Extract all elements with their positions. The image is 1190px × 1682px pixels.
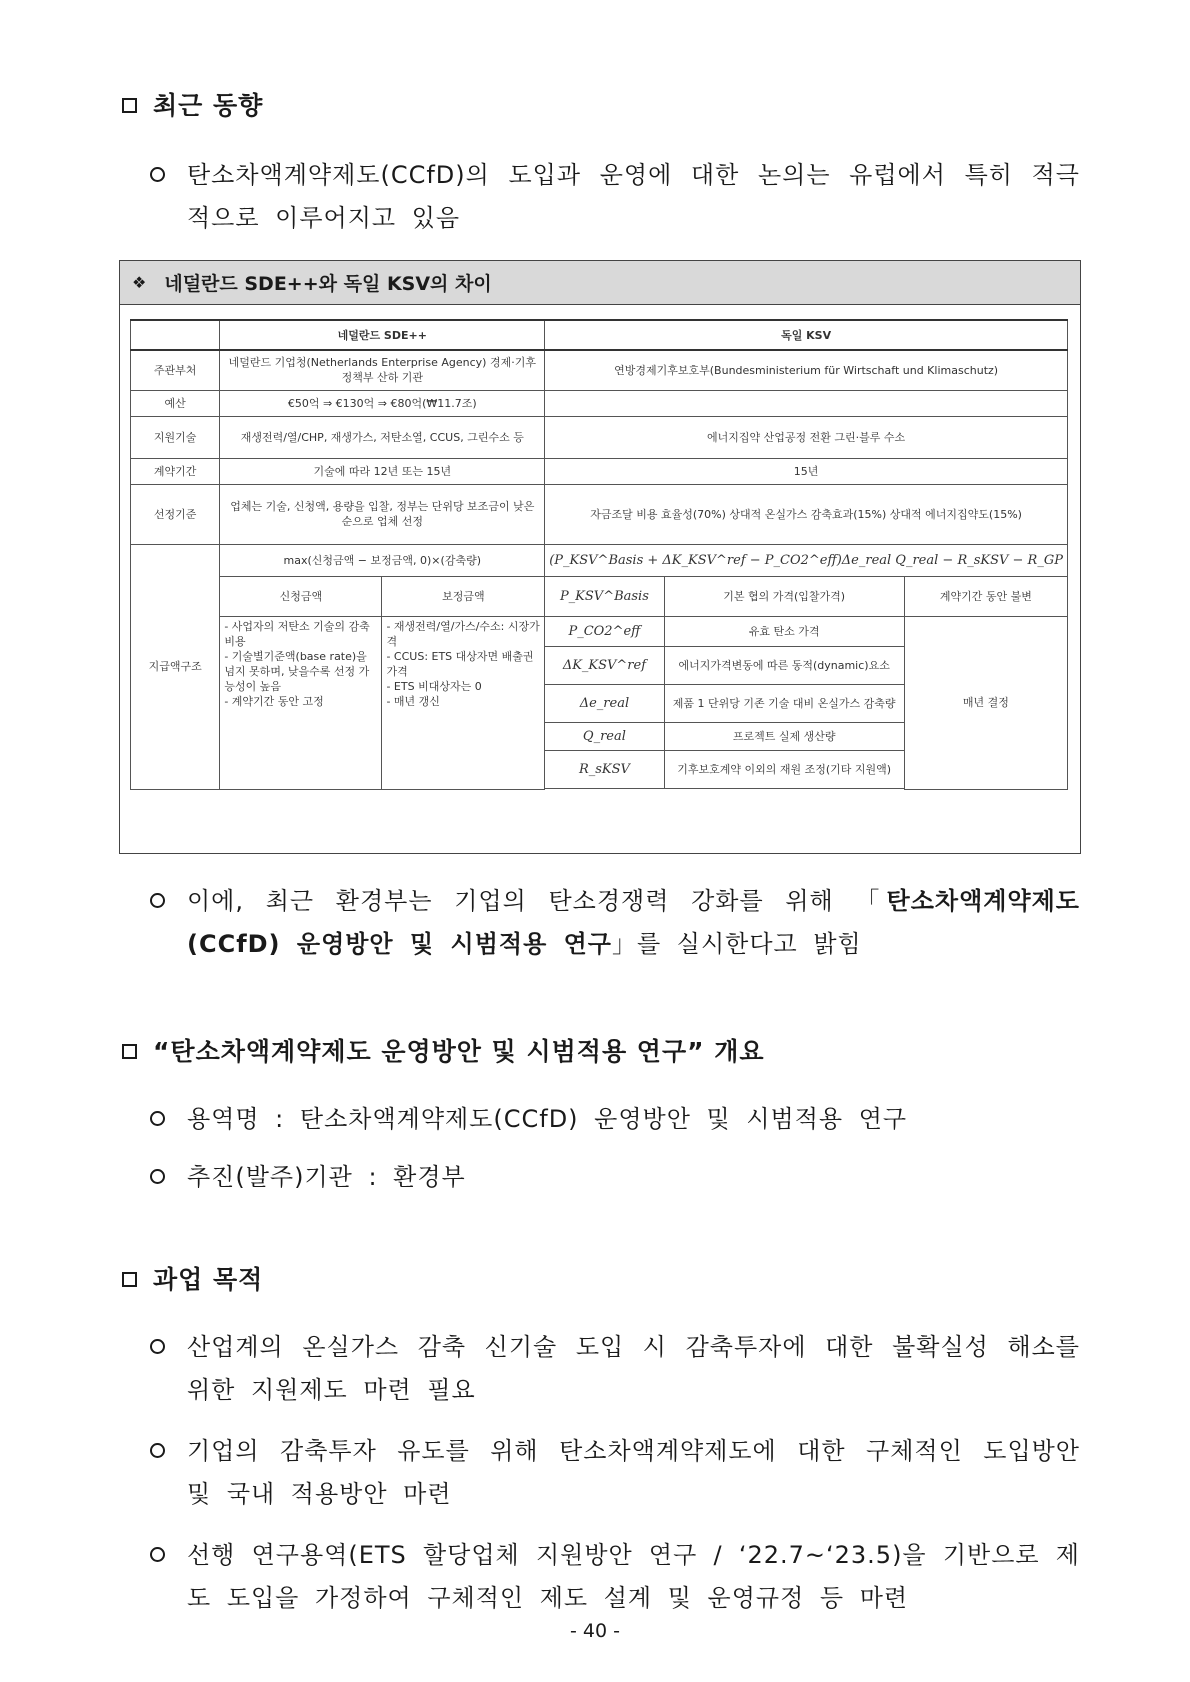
- bullet-purpose-3: [150, 1534, 1080, 1620]
- bullet-purpose-1: [150, 1326, 1080, 1412]
- bullet-overview-2: [150, 1156, 1080, 1199]
- row-label: 선정기준: [131, 484, 220, 544]
- table-cell: 재생전력/열/CHP, 재생가스, 저탄소열, CCUS, 그린수소 등: [220, 416, 545, 458]
- bullet-purpose-2: [150, 1430, 1080, 1516]
- bullet-trend-1: [150, 154, 1080, 240]
- bullet-text: 산업계의 온실가스 감축 신기술 도입 시 감축투자에 대한 불확실성 해소를 위한 지원제도 마련 필요: [187, 1333, 1080, 1404]
- section-heading-trend: [122, 86, 263, 122]
- circle-bullet-icon: [150, 167, 165, 182]
- row-label: 지원기술: [131, 416, 220, 458]
- table-row: [131, 350, 1068, 390]
- bullet-text: 탄소차액계약제도(CCfD)의 도입과 운영에 대한 논의는 유럽에서 특히 적극적으로 이루어지고 있음: [187, 161, 1080, 232]
- square-bullet-icon: [122, 98, 137, 113]
- sub-header-apply: 신청금액: [220, 576, 382, 616]
- bullet-text: 용역명 : 탄소차액계약제도(CCfD) 운영방안 및 시범적용 연구: [187, 1105, 908, 1133]
- table-cell: €50억 ⇒ €130억 ⇒ €80억(₩11.7조): [220, 390, 545, 416]
- row-label: 계약기간: [131, 458, 220, 484]
- section-title: “탄소차액계약제도 운영방안 및 시범적용 연구” 개요: [153, 1037, 765, 1066]
- row-label: 지급액구조: [131, 544, 220, 789]
- comparison-table-wrap: [130, 319, 1068, 790]
- bullet-text: [187, 880, 1080, 966]
- section-heading-purpose: [122, 1260, 263, 1296]
- figure-header: [120, 261, 1080, 305]
- comparison-table: [130, 319, 1068, 790]
- nl-formula: max(신청금액 − 보정금액, 0)×(감축량): [220, 544, 545, 576]
- table-cell: [545, 390, 1068, 416]
- row-label: 주관부처: [131, 350, 220, 390]
- col-header-de: 독일 KSV: [545, 320, 1068, 350]
- circle-bullet-icon: [150, 893, 165, 908]
- bullet-trend-2: [150, 880, 1080, 966]
- bullet-overview-1: [150, 1098, 1080, 1141]
- col-header-nl: 네덜란드 SDE++: [220, 320, 545, 350]
- circle-bullet-icon: [150, 1169, 165, 1184]
- square-bullet-icon: [122, 1272, 137, 1287]
- symbol-cell: Q_real: [545, 722, 664, 750]
- table-row: [131, 544, 1068, 576]
- symbol-cell: Δe_real: [545, 684, 664, 722]
- table-row: [131, 616, 1068, 646]
- table-cell: 매년 결정: [904, 616, 1067, 789]
- section-heading-overview: [122, 1032, 765, 1068]
- circle-bullet-icon: [150, 1547, 165, 1562]
- row-label: 예산: [131, 390, 220, 416]
- table-cell: 연방경제기후보호부(Bundesministerium für Wirtschaft und Klimaschutz): [545, 350, 1068, 390]
- bullet-text: 기업의 감축투자 유도를 위해 탄소차액계약제도에 대한 구체적인 도입방안 및 국내 적용방안 마련: [187, 1437, 1080, 1508]
- bullet-text: 선행 연구용역(ETS 할당업체 지원방안 연구 / ‘22.7~‘23.5)을 기반으로 제도 도입을 가정하여 구체적인 제도 설계 및 운영규정 등 마련: [187, 1541, 1080, 1612]
- table-cell: 네덜란드 기업청(Netherlands Enterprise Agency) 경제·기후정책부 산하 기관: [220, 350, 545, 390]
- text-run: 이에, 최근 환경부는 기업의 탄소경쟁력 강화를 위해 「: [187, 887, 887, 915]
- table-row: [131, 390, 1068, 416]
- adjust-items: - 재생전력/열/가스/수소: 시장가격 - CCUS: ETS 대상자면 배출권가격 - ETS 비대상자는 0 - 매년 갱신: [382, 616, 545, 789]
- circle-bullet-icon: [150, 1111, 165, 1126]
- table-cell: 업체는 기술, 신청액, 용량을 입찰, 정부는 단위당 보조금이 낮은 순으로 업체 선정: [220, 484, 545, 544]
- table-cell: 계약기간 동안 불변: [904, 576, 1067, 616]
- table-cell: 자금조달 비용 효율성(70%) 상대적 온실가스 감축효과(15%) 상대적 에너지집약도(15%): [545, 484, 1068, 544]
- bold-text-run: 탄소차액계약제도(CCfD) 운영방안 및 시범적용 연구: [187, 887, 1080, 958]
- figure-title: 네덜란드 SDE++와 독일 KSV의 차이: [164, 273, 492, 295]
- symbol-cell: P_CO2^eff: [545, 616, 664, 646]
- table-cell: 15년: [545, 458, 1068, 484]
- table-cell: 기본 협의 가격(입찰가격): [664, 576, 904, 616]
- table-cell: 에너지가격변동에 따른 동적(dynamic)요소: [664, 646, 904, 684]
- circle-bullet-icon: [150, 1339, 165, 1354]
- symbol-cell: R_sKSV: [545, 750, 664, 788]
- table-cell: 에너지집약 산업공정 전환 그린·블루 수소: [545, 416, 1068, 458]
- sub-header-adjust: 보정금액: [382, 576, 545, 616]
- table-cell: 기후보호계약 이외의 재원 조정(기타 지원액): [664, 750, 904, 788]
- bullet-text: 추진(발주)기관 : 환경부: [187, 1163, 466, 1191]
- table-header-row: [131, 320, 1068, 350]
- section-title: 과업 목적: [153, 1265, 264, 1294]
- diamond-bullet-icon: ❖: [132, 273, 147, 292]
- apply-items: - 사업자의 저탄소 기술의 감축비용 - 기술별기준액(base rate)을 넘지 못하며, 낮을수록 선정 가능성이 높음 - 계약기간 동안 고정: [220, 616, 382, 789]
- square-bullet-icon: [122, 1044, 137, 1059]
- table-cell: [131, 320, 220, 350]
- table-cell: 유효 탄소 가격: [664, 616, 904, 646]
- table-row: [131, 484, 1068, 544]
- table-row: [131, 416, 1068, 458]
- table-row: [131, 576, 1068, 616]
- circle-bullet-icon: [150, 1443, 165, 1458]
- page-number: - 40 -: [570, 1620, 620, 1642]
- table-cell: [545, 788, 904, 789]
- table-row: [131, 458, 1068, 484]
- table-cell: 제품 1 단위당 기존 기술 대비 온실가스 감축량: [664, 684, 904, 722]
- text-run: 」를 실시한다고 밝힘: [611, 930, 862, 958]
- de-formula: (P_KSV^Basis + ΔK_KSV^ref − P_CO2^eff)Δe_real Q_real − R_sKSV − R_GP: [545, 544, 1068, 576]
- table-cell: 프로젝트 실제 생산량: [664, 722, 904, 750]
- symbol-cell: ΔK_KSV^ref: [545, 646, 664, 684]
- comparison-figure: [119, 260, 1081, 854]
- section-title: 최근 동향: [153, 91, 264, 120]
- symbol-cell: P_KSV^Basis: [545, 576, 664, 616]
- table-cell: 기술에 따라 12년 또는 15년: [220, 458, 545, 484]
